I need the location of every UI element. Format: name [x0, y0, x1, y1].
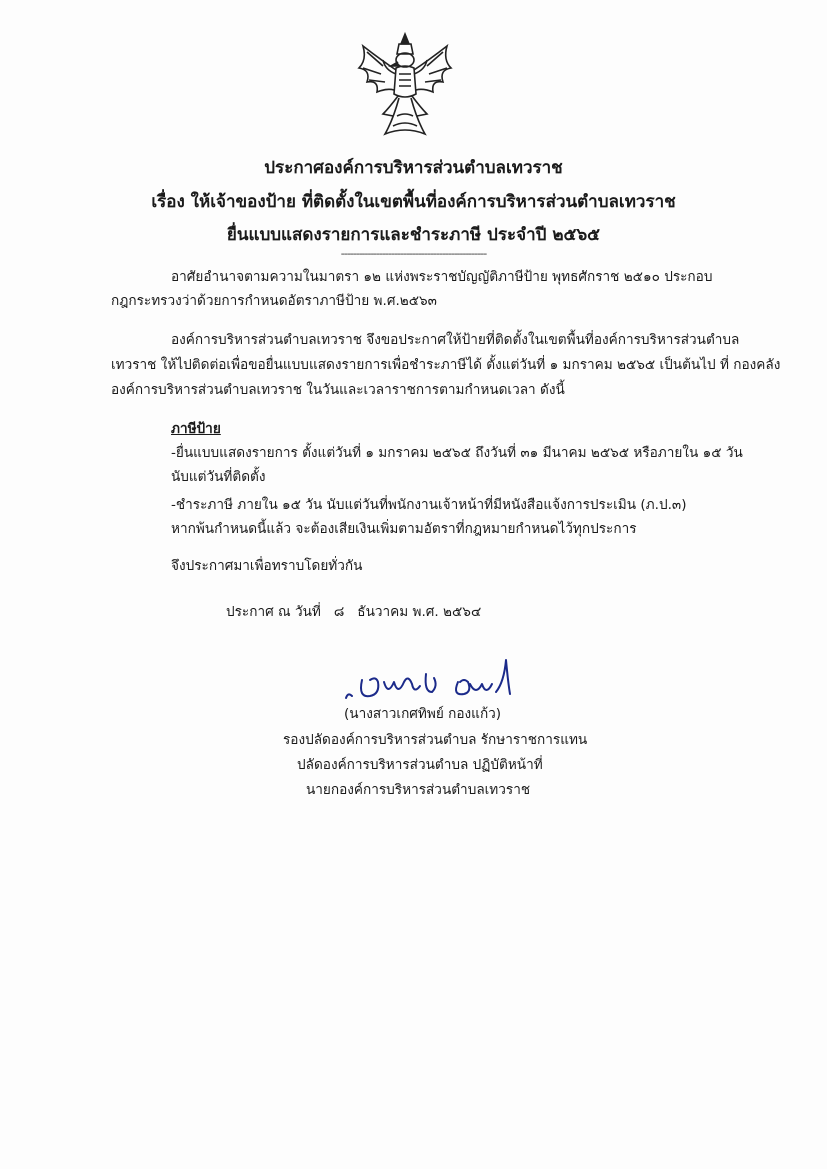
closing-statement: จึงประกาศมาเพื่อทราบโดยทั่วกัน — [171, 558, 363, 574]
list-item-2-line-1: -ชำระภาษี ภายใน ๑๕ วัน นับแต่วันที่พนักงานเจ้าหน้าที่มีหนังสือแจ้งการประเมิน (ภ.ป.๓) — [171, 497, 687, 513]
date-line: ประกาศ ณ วันที่ ๘ ธันวาคม พ.ศ. ๒๕๖๔ — [226, 604, 482, 620]
list-item-1-line-2: นับแต่วันที่ติดตั้ง — [171, 469, 266, 485]
paragraph-2-line-3: องค์การบริหารส่วนตำบลเทวราช ในวันและเวลาราชการตามกำหนดเวลา ดังนี้ — [111, 382, 565, 398]
announcement-subject-cont: ยื่นแบบแสดงรายการและชำระภาษี ประจำปี ๒๕๖๕ — [226, 225, 601, 245]
announcement-subject: เรื่อง ให้เจ้าของป้าย ที่ติดตั้งในเขตพื้นที่องค์การบริหารส่วนตำบลเทวราช — [151, 192, 676, 212]
list-item-1-line-1: -ยื่นแบบแสดงรายการ ตั้งแต่วันที่ ๑ มกราคม ๒๕๖๕ ถึงวันที่ ๓๑ มีนาคม ๒๕๖๕ หรือภายใน ๑๕ วัน — [171, 445, 743, 461]
handwritten-signature — [340, 652, 530, 712]
paragraph-2-line-1: องค์การบริหารส่วนตำบลเทวราช จึงขอประกาศให้ป้ายที่ติดตั้งในเขตพื้นที่องค์การบริหารส่วนตำบล — [171, 332, 740, 348]
paragraph-1-line-2: กฎกระทรวงว่าด้วยการกำหนดอัตราภาษีป้าย พ.ศ.๒๕๖๓ — [111, 293, 437, 309]
signatory-name: (นางสาวเกศทิพย์ กองแก้ว) — [344, 706, 502, 722]
garuda-emblem-icon — [353, 30, 457, 140]
signatory-position-1: รองปลัดองค์การบริหารส่วนตำบล รักษาราชการแทน — [283, 732, 588, 748]
announcement-title: ประกาศองค์การบริหารส่วนตำบลเทวราช — [264, 158, 563, 178]
signatory-position-3: นายกองค์การบริหารส่วนตำบลเทวราช — [306, 782, 531, 798]
paragraph-2-line-2: เทวราช ให้ไปติดต่อเพื่อขอยื่นแบบแสดงรายการเพื่อชำระภาษีได้ ตั้งแต่วันที่ ๑ มกราคม ๒๕๖๕ เป็นต้นไป ที่ กองคลัง — [111, 357, 781, 373]
section-heading: ภาษีป้าย — [171, 421, 221, 437]
paragraph-1-line-1: อาศัยอำนาจตามความในมาตรา ๑๒ แห่งพระราชบัญญัติภาษีป้าย พุทธศักราช ๒๕๑๐ ประกอบ — [171, 269, 713, 285]
list-item-2-line-2: หากพ้นกำหนดนี้แล้ว จะต้องเสียเงินเพิ่มตามอัตราที่กฎหมายกำหนดไว้ทุกประการ — [171, 521, 637, 537]
signatory-position-2: ปลัดองค์การบริหารส่วนตำบล ปฏิบัติหน้าที่ — [297, 757, 543, 773]
title-separator: ------------------------------------------------- — [340, 247, 487, 260]
